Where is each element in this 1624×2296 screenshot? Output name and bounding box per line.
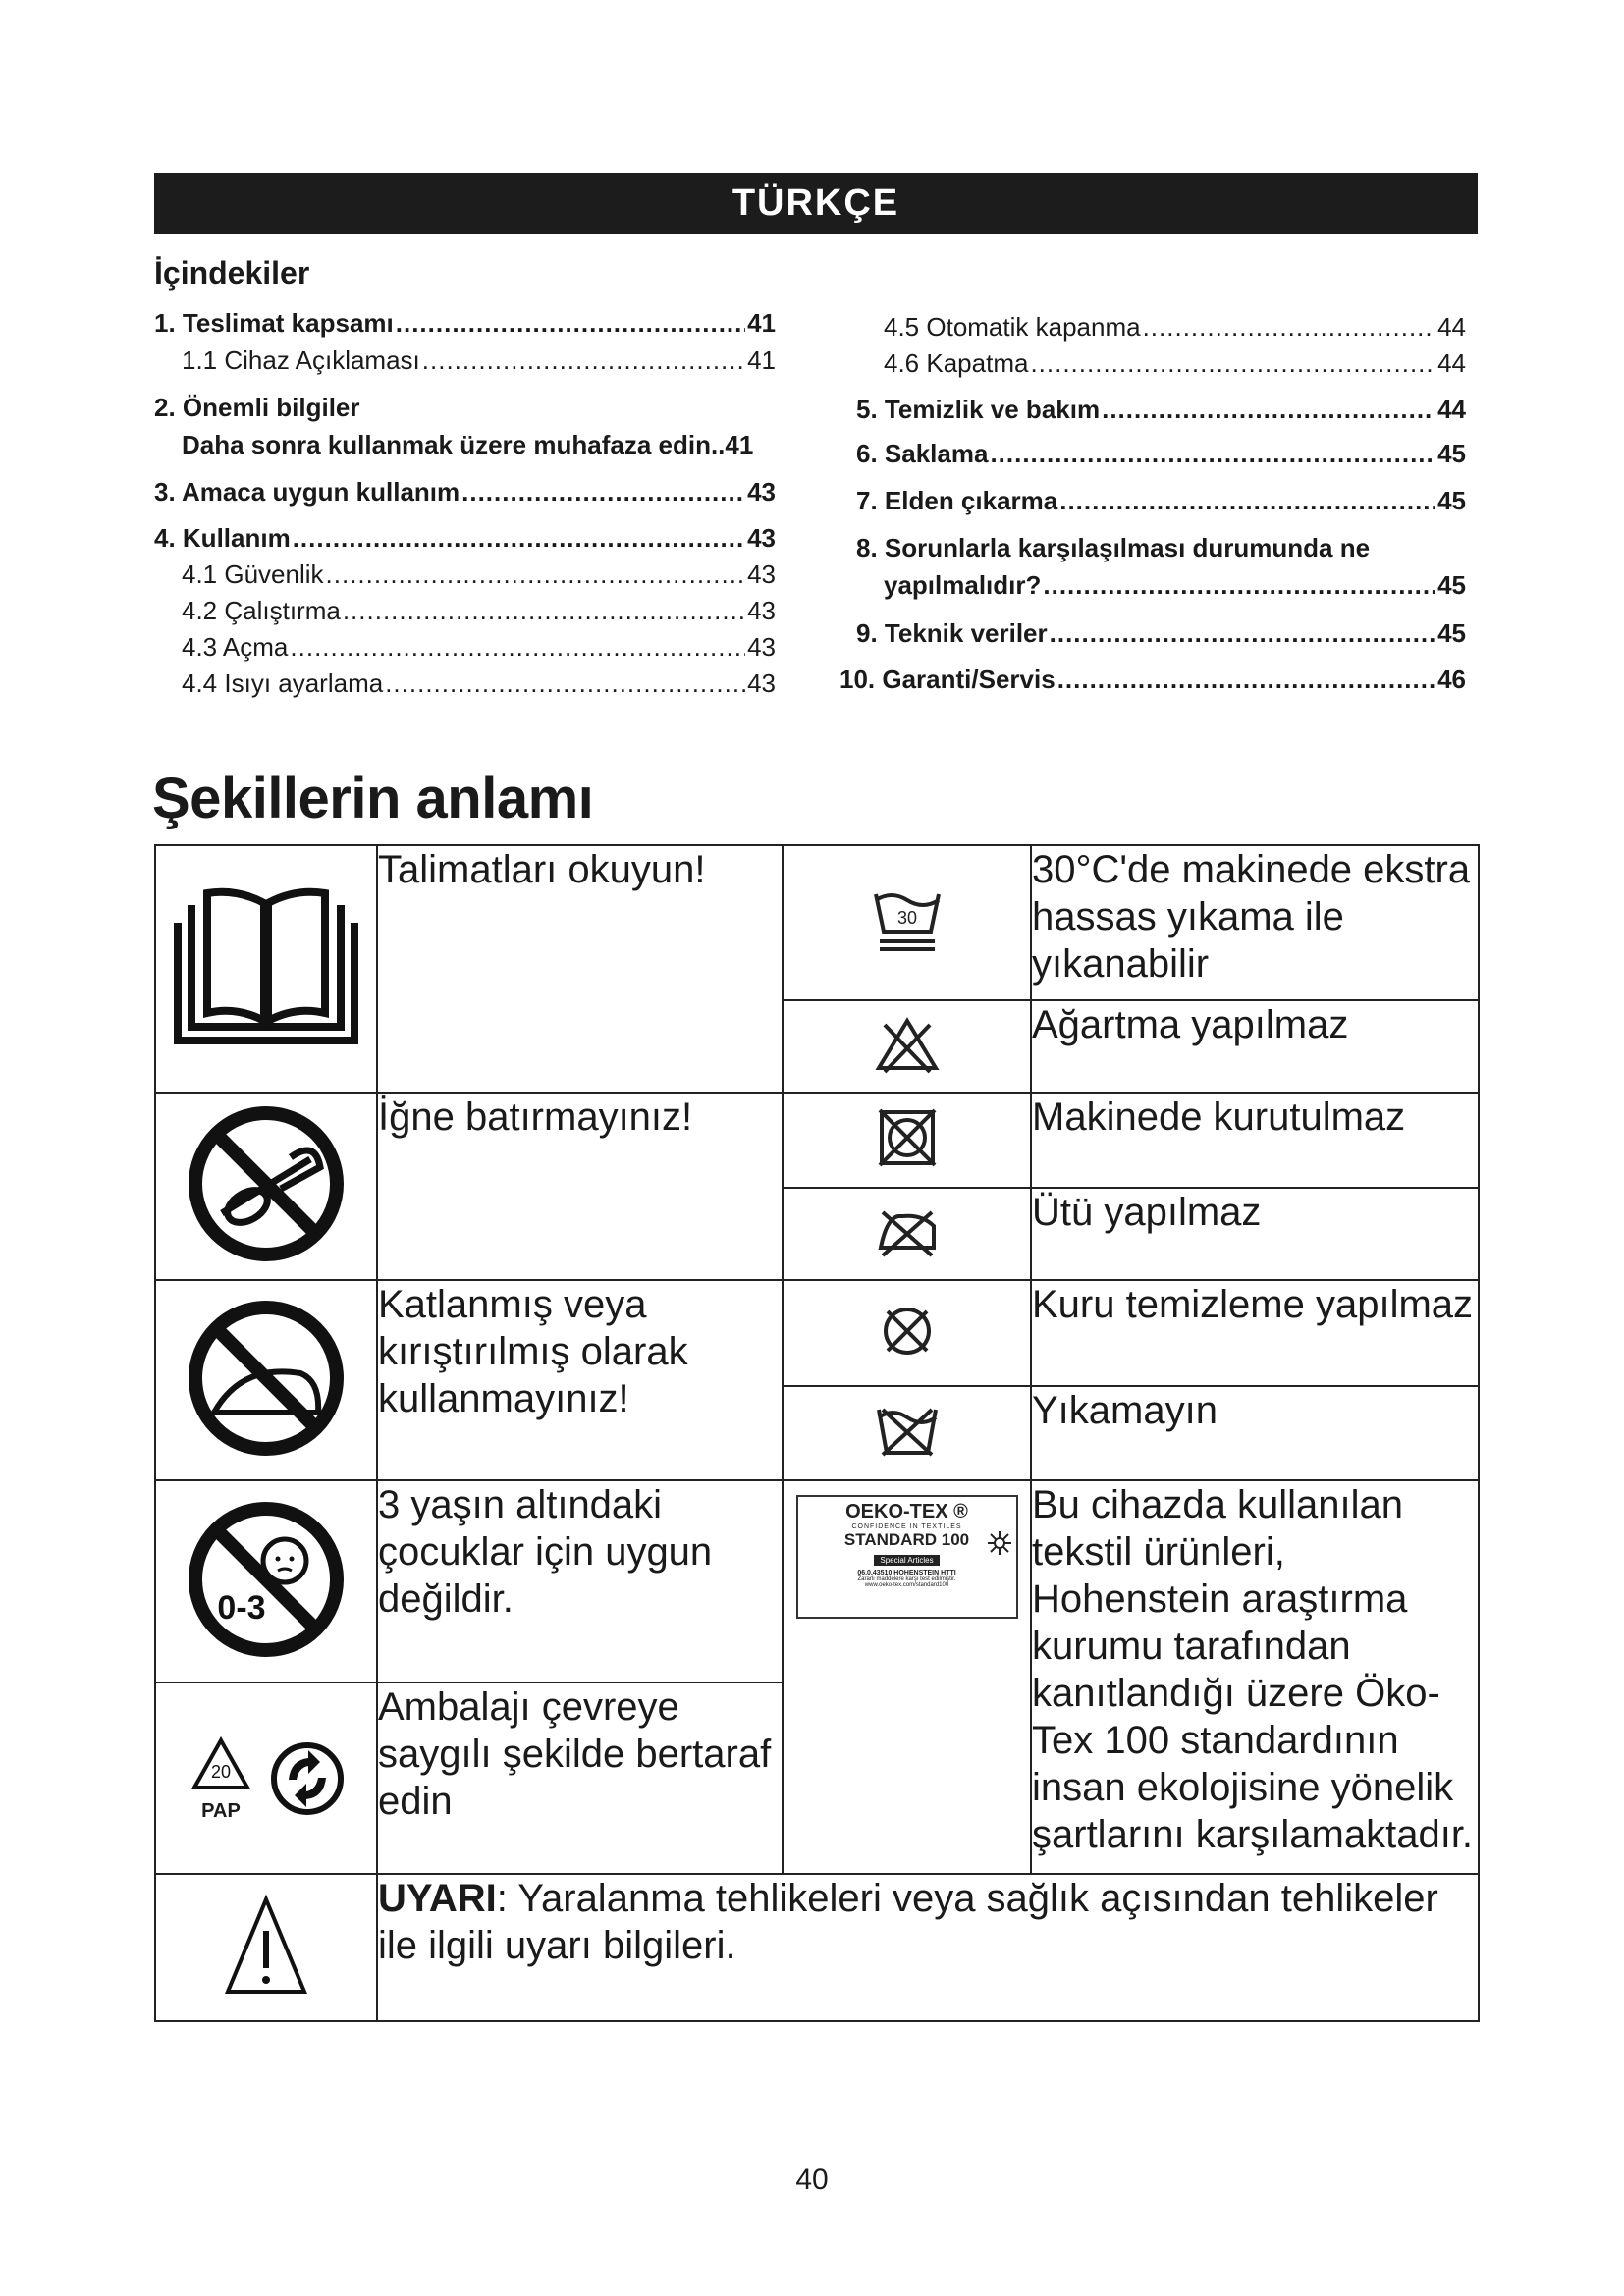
toc-entry[interactable]: 4.4 Isıyı ayarlama ..... 43 [182, 670, 776, 696]
toc-entry[interactable]: 4. Kullanım ..... 43 [154, 525, 776, 551]
warning-icon [222, 1892, 310, 2000]
toc-entry[interactable]: 9. Teknik veriler ..... 45 [856, 620, 1466, 646]
no-pins-icon [183, 1100, 350, 1267]
green-dot-icon [269, 1740, 346, 1817]
toc-entry[interactable]: 3. Amaca uygun kullanım ..... 43 [154, 479, 776, 505]
language-banner [154, 173, 1478, 234]
toc-entry[interactable]: 8. Sorunlarla karşılaşılması durumunda ne [856, 533, 1371, 562]
language-title: TÜRKÇE [731, 182, 900, 224]
oeko-tex-cert: 06.0.43510 HOHENSTEIN HTTI [857, 1570, 956, 1576]
no-bleach-text: Ağartma yapılmaz [1031, 1000, 1479, 1093]
wash-30-icon-cell [783, 845, 1031, 1000]
oeko-tex-name: OEKO-TEX ® [845, 1501, 968, 1522]
book-icon-cell [155, 845, 377, 1093]
book-icon [168, 883, 364, 1050]
warning-text: : Yaralanma tehlikeleri veya sağlık açısından tehlikeler ile ilgili uyarı bilgileri. [378, 1877, 1438, 1967]
oeko-tex-flower-icon [987, 1530, 1012, 1556]
toc-entry[interactable]: 5. Temizlik ve bakım ..... 44 [856, 397, 1466, 422]
toc-entry[interactable]: Daha sonra kullanmak üzere muhafaza edin..41 [182, 430, 754, 459]
toc-entry[interactable]: 4.5 Otomatik kapanma ..... 44 [884, 314, 1466, 340]
toc-entry[interactable]: 2. Önemli bilgiler [154, 393, 360, 422]
symbols-table [154, 844, 1480, 2022]
no-pins-text: İğne batırmayınız! [377, 1093, 783, 1280]
oeko-tex-standard: STANDARD 100 [843, 1530, 970, 1549]
symbols-heading: Şekillerin anlamı [152, 767, 594, 830]
recycle-number: 20 [210, 1761, 232, 1782]
no-dry-clean-icon-cell [783, 1280, 1031, 1386]
no-tumble-dry-icon [876, 1106, 939, 1169]
no-bleach-icon [873, 1015, 942, 1074]
no-pins-icon-cell [155, 1093, 377, 1280]
no-children-icon-cell [155, 1480, 377, 1682]
wash-30-icon [868, 886, 947, 955]
oeko-tex-line2: www.oeko-tex.com/standard100 [864, 1582, 949, 1588]
wash-30-text: 30°C'de makinede ekstra hassas yıkama ile yıkanabilir [1031, 845, 1479, 1000]
oeko-tex-line1: Zararlı maddelere karşı test edilmiştir. [857, 1576, 956, 1582]
toc-entry[interactable]: 1.1 Cihaz Açıklaması ..... 41 [182, 347, 776, 373]
no-tumble-dry-text: Makinede kurutulmaz [1031, 1093, 1479, 1188]
oeko-tex-special: Special Articles [874, 1555, 939, 1566]
read-instructions-text: Talimatları okuyun! [377, 845, 783, 1093]
warning-cell [377, 1874, 1479, 2021]
toc-left [154, 304, 776, 717]
no-iron-icon [873, 1204, 942, 1259]
toc-entry[interactable]: 7. Elden çıkarma ..... 45 [856, 488, 1466, 513]
toc-entry[interactable]: 4.2 Çalıştırma ..... 43 [182, 598, 776, 623]
no-iron-icon-cell [783, 1188, 1031, 1280]
no-folded-icon-cell [155, 1280, 377, 1480]
no-iron-text: Ütü yapılmaz [1031, 1188, 1479, 1280]
no-tumble-dry-icon-cell [783, 1093, 1031, 1188]
page-number: 40 [795, 2163, 829, 2196]
toc-entry[interactable]: 6. Saklama ..... 45 [856, 441, 1466, 466]
no-wash-text: Yıkamayın [1031, 1386, 1479, 1480]
oeko-tex-logo-cell [783, 1480, 1031, 1874]
warning-icon-cell [155, 1874, 377, 2021]
toc-title: İçindekiler [154, 255, 310, 291]
no-dry-clean-icon [876, 1300, 939, 1362]
oeko-tex-text: Bu cihazda kullanılan tekstil ürünleri, Hohenstein araştırma kurumu tarafından kanıtlandığı üzere Öko-Tex 100 standardının insan ekolojisine yönelik şartlarını karşılamaktadır. [1031, 1480, 1479, 1874]
no-wash-icon [873, 1402, 942, 1461]
no-dry-clean-text: Kuru temizleme yapılmaz [1031, 1280, 1479, 1386]
recycle-code: PAP [201, 1799, 241, 1822]
toc-entry[interactable]: 4.6 Kapatma ..... 44 [884, 350, 1466, 376]
packaging-icon-cell [155, 1682, 377, 1874]
toc-entry[interactable]: 4.3 Açma ..... 43 [182, 634, 776, 660]
warning-label: UYARI [378, 1877, 497, 1920]
oeko-tex-logo [796, 1495, 1018, 1619]
no-wash-icon-cell [783, 1386, 1031, 1480]
age-badge: 0-3 [217, 1588, 266, 1627]
toc-right [839, 304, 1468, 717]
toc-entry[interactable]: 1. Teslimat kapsamı ..... 41 [154, 310, 776, 336]
no-folded-text: Katlanmış veya kırıştırılmış olarak kullanmayınız! [377, 1280, 783, 1480]
packaging-text: Ambalajı çevreye saygılı şekilde bertaraf edin [377, 1682, 783, 1874]
no-children-text: 3 yaşın altındaki çocuklar için uygun değildir. [377, 1480, 783, 1682]
toc-entry[interactable]: 4.1 Güvenlik ..... 43 [182, 561, 776, 587]
no-bleach-icon-cell [783, 1000, 1031, 1093]
no-children-icon [183, 1496, 350, 1663]
wash-temp-label: 30 [896, 907, 917, 928]
oeko-tex-tagline: CONFIDENCE IN TEXTILES [851, 1523, 962, 1530]
recycle-icon [187, 1735, 255, 1795]
toc-entry[interactable]: 10. Garanti/Servis ..... 46 [839, 667, 1466, 692]
toc-entry[interactable]: yapılmalıdır? ..... 45 [884, 572, 1466, 598]
no-folded-icon [183, 1295, 350, 1462]
